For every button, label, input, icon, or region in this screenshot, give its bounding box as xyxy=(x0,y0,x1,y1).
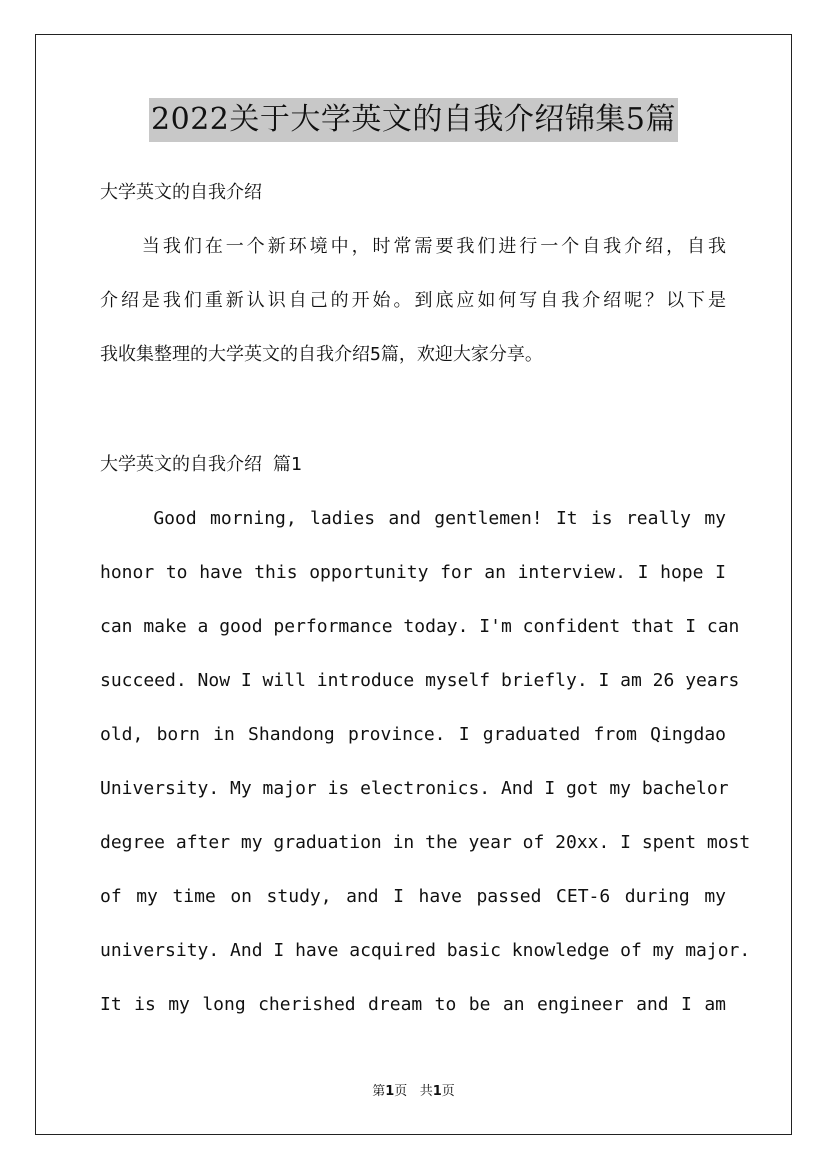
page-footer xyxy=(0,1083,827,1101)
body-paragraph-line: degree after my graduation in the year of 20xx. I spent most xyxy=(100,832,751,853)
body-paragraph-line: Good morning, ladies and gentlemen! It is really my xyxy=(100,508,726,529)
footer-total-prefix: 共 xyxy=(419,1084,433,1099)
footer-page-prefix: 第 xyxy=(372,1084,386,1099)
body-paragraph-line: university. And I have acquired basic knowledge of my major. xyxy=(100,940,751,961)
intro-paragraph-line: 我收集整理的大学英文的自我介绍5篇，欢迎大家分享。 xyxy=(100,344,543,365)
footer-page-suffix: 页 xyxy=(394,1084,408,1099)
title-container xyxy=(0,98,827,142)
footer-page-number: 1 xyxy=(385,1084,395,1099)
body-paragraph-line: of my time on study, and I have passed CET-6 during my xyxy=(100,886,726,907)
footer-total-suffix: 页 xyxy=(441,1084,455,1099)
body-paragraph-line: old, born in Shandong province. I graduated from Qingdao xyxy=(100,724,726,745)
body-paragraph-line: honor to have this opportunity for an interview. I hope I xyxy=(100,562,726,583)
body-paragraph-line: It is my long cherished dream to be an engineer and I am xyxy=(100,994,726,1015)
footer-total-number: 1 xyxy=(432,1084,442,1099)
intro-paragraph-line: 当我们在一个新环境中，时常需要我们进行一个自我介绍，自我 xyxy=(100,236,726,257)
intro-paragraph-line: 介绍是我们重新认识自己的开始。到底应如何写自我介绍呢？以下是 xyxy=(100,290,726,311)
body-paragraph-line: succeed. Now I will introduce myself briefly. I am 26 years xyxy=(100,670,740,691)
body-paragraph-line: can make a good performance today. I'm confident that I can xyxy=(100,616,740,637)
intro-heading: 大学英文的自我介绍 xyxy=(100,182,262,203)
document-title: 2022关于大学英文的自我介绍锦集5篇 xyxy=(149,98,678,142)
section-heading: 大学英文的自我介绍 篇1 xyxy=(100,454,302,475)
body-paragraph-line: University. My major is electronics. And I got my bachelor xyxy=(100,778,729,799)
